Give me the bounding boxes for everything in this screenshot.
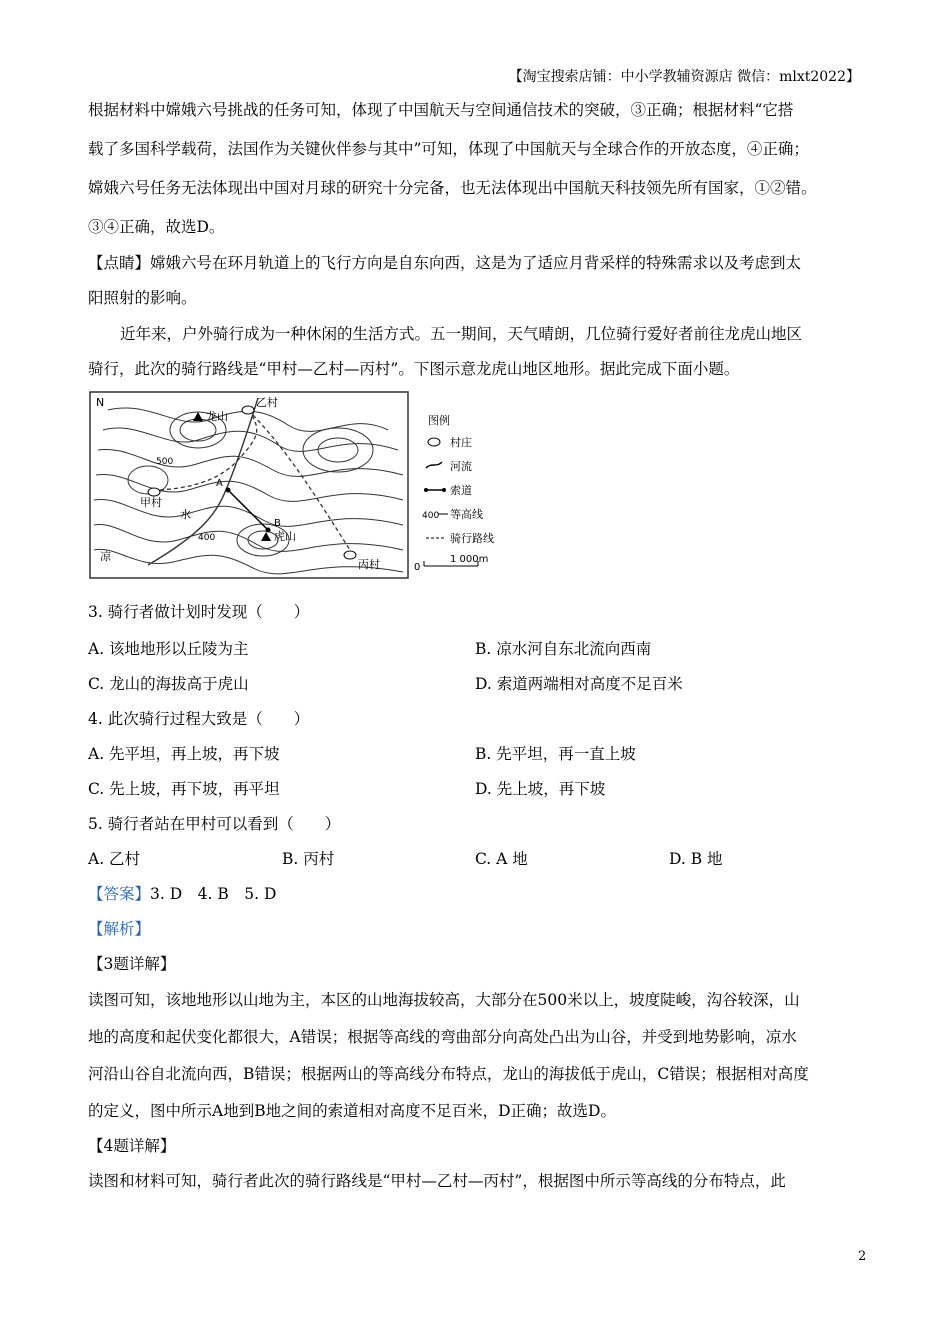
question-stem: 4. 此次骑行过程大致是（ ） [88,710,310,728]
stem-line: 近年来，户外骑行成为一种休闲的生活方式。五一期间，天气晴朗，几位骑行爱好者前往龙虎山地区 [120,325,803,343]
map-label: 丙村 [358,558,380,571]
q3-detail-label: 【3题详解】 [88,955,176,973]
map-label: 乙村 [256,396,278,409]
map-label: 凉 [100,550,111,563]
map-label: 龙山 [206,410,228,423]
legend-item: 骑行路线 [450,532,494,545]
question-option: A. 乙村 [88,850,141,868]
cableway-line [228,490,268,530]
legend-item: 索道 [450,484,472,497]
legend-item: 河流 [450,460,472,473]
cableway-end [226,488,231,493]
question-option: C. 先上坡，再下坡，再平坦 [88,780,280,798]
legend-item: 村庄 [450,436,472,449]
map-label: 甲村 [140,496,162,509]
village-marker [242,406,254,414]
map-label: 水 [180,508,191,521]
jiexi-label: 【解析】 [88,920,151,938]
q4-detail-label: 【4题详解】 [88,1137,176,1155]
question-option: C. A 地 [475,850,528,868]
question-option: B. 丙村 [282,850,335,868]
question-stem: 3. 骑行者做计划时发现（ ） [88,603,310,621]
legend-river-icon [426,462,442,468]
dianjing-line: 阳照射的影响。 [88,289,197,307]
page-number: 2 [858,1249,867,1264]
question-option: A. 先平坦，再上坡，再下坡 [88,745,280,763]
map-frame [90,392,408,578]
question-option: D. 索道两端相对高度不足百米 [475,675,683,693]
question-option: D. B 地 [669,850,723,868]
contour-line [103,428,398,451]
peak-marker [193,412,203,421]
cableway-end [266,528,271,533]
map-label: 虎山 [274,530,296,543]
q3-detail-line: 地的高度和起伏变化都很大，A错误；根据等高线的弯曲部分向高处凸出为山谷，并受到地势影响，凉水 [88,1028,797,1046]
contour-line [318,438,358,462]
answer-line [88,882,276,904]
q3-detail-line: 的定义，图中所示A地到B地之间的索道相对高度不足百米，D正确；故选D。 [88,1102,616,1120]
question-stem: 5. 骑行者站在甲村可以看到（ ） [88,815,341,833]
q3-detail-line: 河沿山谷自北流向西，B错误；根据两山的等高线分布特点，龙山的海拔低于虎山，C错误；根据相对高度 [88,1065,809,1083]
question-option: B. 凉水河自东北流向西南 [475,640,652,658]
legend-item: 等高线 [450,508,483,521]
legend-title: 图例 [428,414,450,427]
answer-label: 【答案】 [88,885,151,903]
answer-text: 3. D 4. B 5. D [150,885,277,903]
contour-value-label: 400 [198,533,216,543]
scale-zero: 0 [414,562,421,573]
dianjing-line: 【点睛】嫦娥六号在环月轨道上的飞行方向是自东向西，这是为了适应月背采样的特殊需求以及考虑到太 [88,254,802,272]
village-marker [148,488,160,496]
peak-marker [261,532,271,541]
prev-analysis-line: 根据材料中嫦娥六号挑战的任务可知，体现了中国航天与空间通信技术的突破，③正确；根据材料“它搭 [88,101,794,119]
legend-contour-value: 400 [422,511,440,521]
stem-line: 骑行，此次的骑行路线是“甲村—乙村—丙村”。下图示意龙虎山地区地形。据此完成下面小题。 [88,360,740,378]
header-note: 【淘宝搜索店铺：中小学教辅资源店 微信：mlxt2022】 [508,69,860,85]
q3-detail-line: 读图可知，该地地形以山地为主，本区的山地海拔较高，大部分在500米以上，坡度陡峻，沟谷较深，山 [88,991,800,1009]
question-option: B. 先平坦，再一直上坡 [475,745,636,763]
contour-value-label: 500 [156,457,174,467]
question-option: C. 龙山的海拔高于虎山 [88,675,249,693]
map-label: B [274,518,281,529]
question-option: A. 该地地形以丘陵为主 [88,640,249,658]
q4-detail-line: 读图和材料可知，骑行者此次的骑行路线是“甲村—乙村—丙村”，根据图中所示等高线的分布特点，此 [88,1172,786,1190]
riding-route [248,410,350,550]
prev-analysis-line: 载了多国科学载荷，法国作为关键伙伴参与其中”可知，体现了中国航天与全球合作的开放态度，④正确； [88,140,809,158]
prev-analysis-line: 嫦娥六号任务无法体现出中国对月球的研究十分完备，也无法体现出中国航天科技领先所有国家，①②错。 [88,179,817,197]
village-marker [344,551,356,559]
question-option: D. 先上坡，再下坡 [475,780,606,798]
legend-village-icon [428,438,440,446]
map-label: A [216,478,223,489]
prev-analysis-line: ③④正确，故选D。 [88,218,225,236]
topographic-map [88,390,520,582]
scale-length: 1 000m [450,554,489,565]
north-label: N [96,396,105,409]
